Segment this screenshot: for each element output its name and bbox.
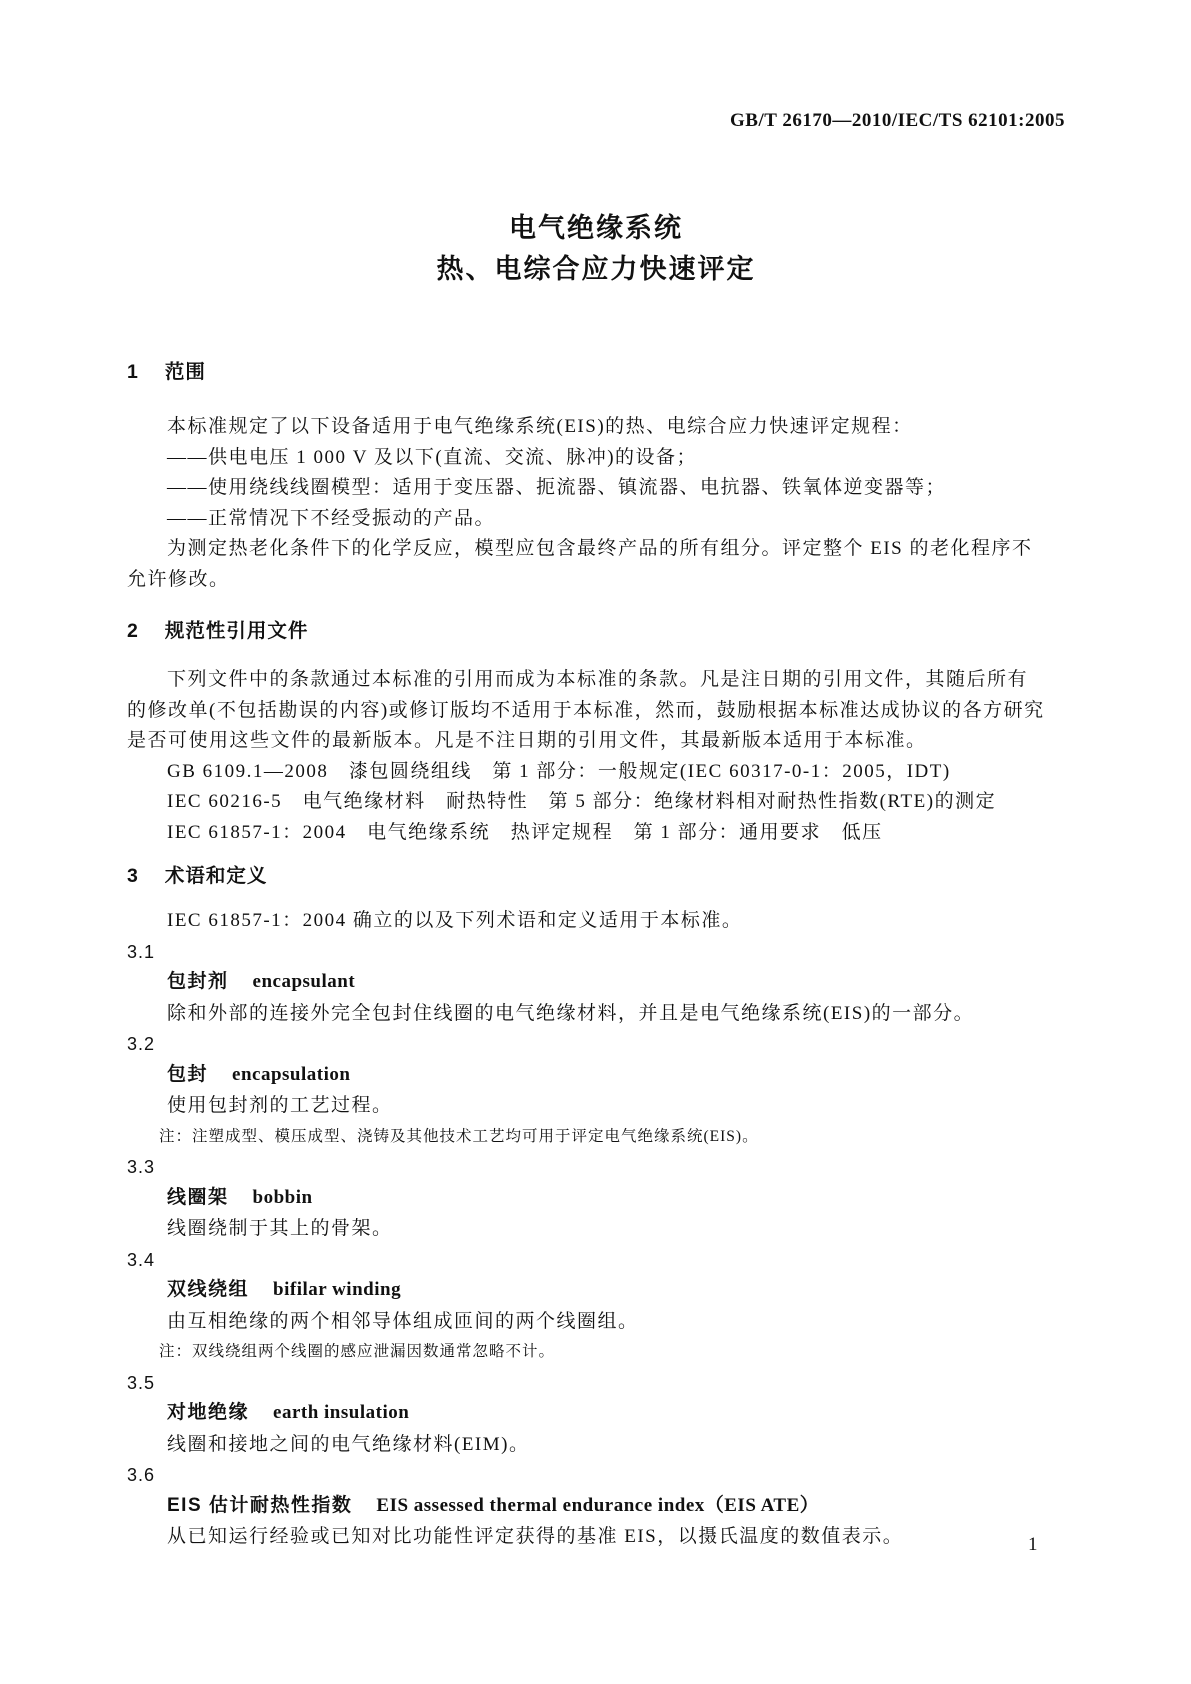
paragraph-line: 的修改单(不包括勘误的内容)或修订版均不适用于本标准，然而，鼓励根据本标准达成协议的各方研究 [127,699,1045,721]
page-content [127,0,1065,1553]
term-note: 注：双线绕组两个线圈的感应泄漏因数通常忽略不计。 [159,1343,556,1360]
term-zh: 包封剂 [167,971,229,992]
title-line-1: 电气绝缘系统 [509,213,683,243]
term-zh: EIS 估计耐热性指数 [167,1494,353,1516]
term-line [127,1491,1065,1523]
clause-number: 3.6 [127,1465,156,1485]
term-definition: 除和外部的连接外完全包封住线圈的电气绝缘材料，并且是电气绝缘系统(EIS)的一部分。 [167,1002,975,1024]
term-en: encapsulation [232,1063,351,1085]
section-2-body [127,665,1065,848]
term-en: bifilar winding [273,1279,402,1300]
reference-entry: GB 6109.1—2008 漆包圆绕组线 第 1 部分：一般规定(IEC 60317-0-1：2005，IDT) [167,760,951,782]
term-definition: 从已知运行经验或已知对比功能性评定获得的基准 EIS，以摄氏温度的数值表示。 [167,1526,904,1547]
term-line [127,1398,1065,1430]
document-title [127,208,1065,290]
clause-number: 3.3 [127,1157,156,1177]
term-en: encapsulant [252,971,356,992]
clause-number: 3.1 [127,941,156,962]
clause-number: 3.2 [127,1034,156,1054]
term-en: earth insulation [273,1402,410,1423]
title-line-2: 热、电综合应力快速评定 [436,254,756,284]
list-item-line: ——供电电压 1 000 V 及以下(直流、交流、脉冲)的设备； [167,446,698,468]
list-item-line: ——使用绕线线圈模型：适用于变压器、扼流器、镇流器、电抗器、铁氧体逆变器等； [167,477,947,498]
paragraph-line: 下列文件中的条款通过本标准的引用而成为本标准的条款。凡是注日期的引用文件，其随后所有 [167,669,1029,690]
section-3-intro: IEC 61857-1：2004 确立的以及下列术语和定义适用于本标准。 [167,910,743,931]
section-3-heading [127,862,1065,890]
term-definition: 线圈绕制于其上的骨架。 [167,1218,393,1239]
section-1-body [127,412,1065,595]
paragraph-line: 本标准规定了以下设备适用于电气绝缘系统(EIS)的热、电综合应力快速评定规程： [167,416,913,437]
section-3-number: 3 [127,865,139,887]
paragraph-line: 是否可使用这些文件的最新版本。凡是不注日期的引用文件，其最新版本适用于本标准。 [127,730,927,751]
term-en: bobbin [252,1186,313,1208]
paragraph-line: 允许修改。 [127,568,230,590]
paragraph-line: 为测定热老化条件下的化学反应，模型应包含最终产品的所有组分。评定整个 EIS 的老化程序不 [167,538,1033,559]
term-definition: 使用包封剂的工艺过程。 [167,1095,393,1116]
clause-number: 3.4 [127,1249,156,1270]
reference-entry: IEC 60216-5 电气绝缘材料 耐热特性 第 5 部分：绝缘材料相对耐热性指数(RTE)的测定 [167,791,997,812]
term-line [127,1060,1065,1092]
section-1-number: 1 [127,361,139,383]
term-definition: 线圈和接地之间的电气绝缘材料(EIM)。 [167,1433,530,1455]
term-zh: 线圈架 [167,1186,229,1208]
term-zh: 包封 [167,1063,209,1085]
section-2-number: 2 [127,620,139,642]
term-line [127,967,1065,999]
list-item-line: ——正常情况下不经受振动的产品。 [167,507,496,529]
section-1-title: 范围 [164,361,206,383]
standard-code: GB/T 26170—2010/IEC/TS 62101:2005 [730,110,1065,131]
term-line [127,1183,1065,1215]
section-3-body [127,906,1065,1553]
section-1-heading [127,358,1065,386]
section-3-title: 术语和定义 [164,865,268,887]
term-note: 注：注塑成型、模压成型、浇铸及其他技术工艺均可用于评定电气绝缘系统(EIS)。 [159,1127,759,1145]
section-2-heading [127,617,1065,645]
term-zh: 对地绝缘 [167,1402,250,1423]
page-number: 1 [1028,1534,1038,1555]
term-zh: 双线绕组 [167,1279,250,1300]
term-en: EIS assessed thermal endurance index（EIS ATE） [376,1494,820,1516]
section-2-title: 规范性引用文件 [164,620,309,642]
term-line [127,1275,1065,1307]
reference-entry: IEC 61857-1：2004 电气绝缘系统 热评定规程 第 1 部分：通用要求 低压 [167,821,883,843]
clause-number: 3.5 [127,1372,156,1393]
term-definition: 由互相绝缘的两个相邻导体组成匝间的两个线圈组。 [167,1310,639,1332]
